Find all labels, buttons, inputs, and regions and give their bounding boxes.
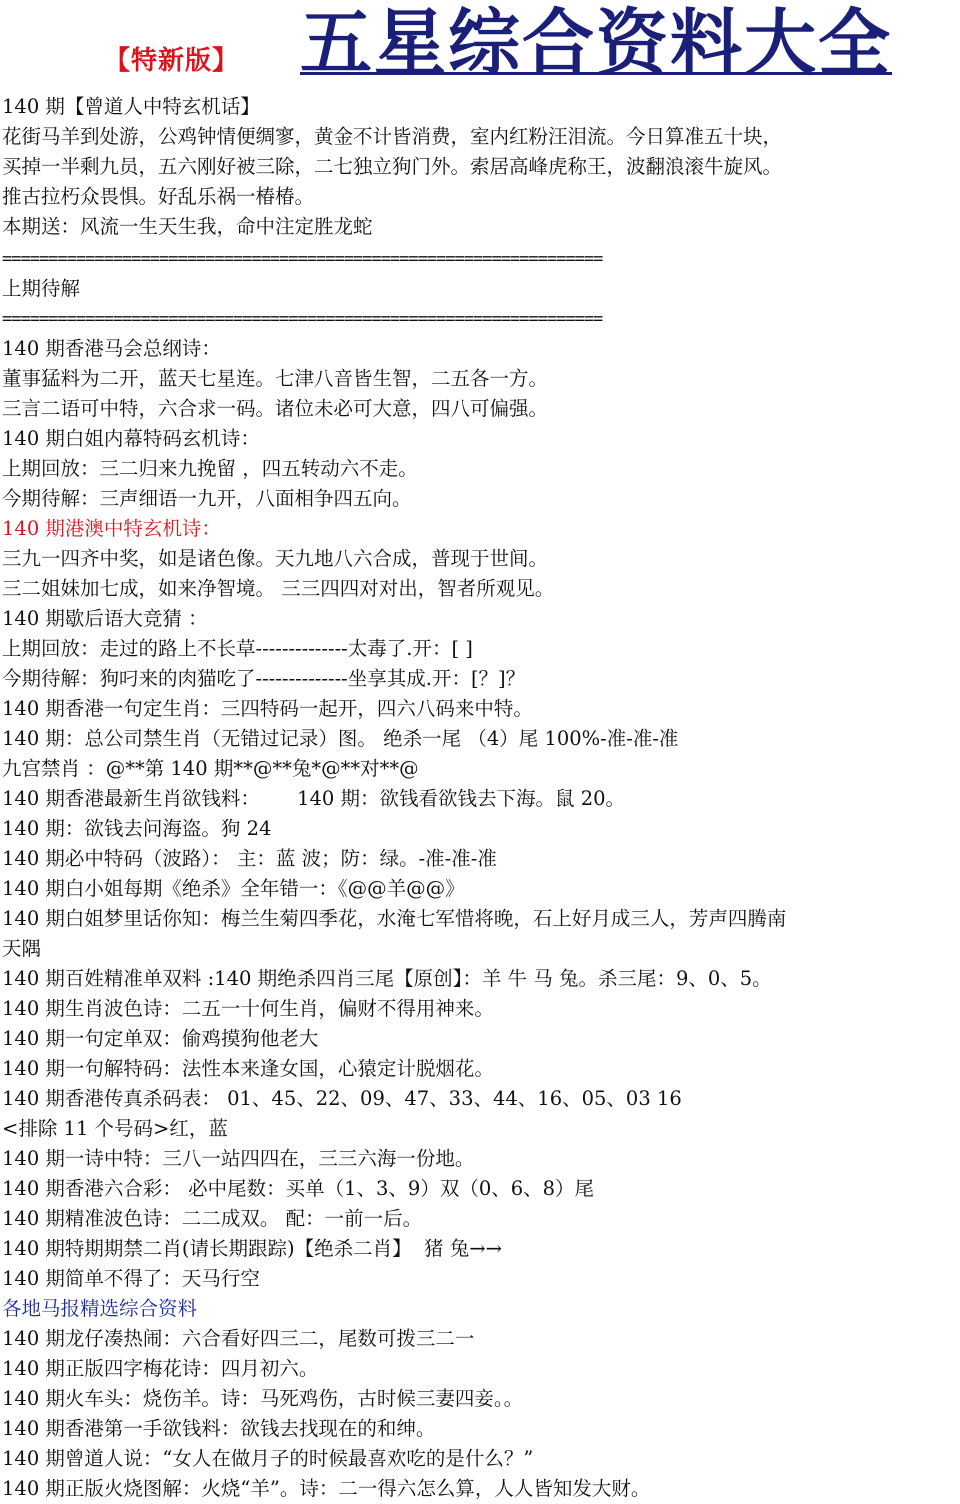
text-line: 三九一四齐中奖，如是诸色像。天九地八六合成，普现于世间。 [2,547,549,570]
text-line: 今期待解：三声细语一九开，八面相争四五向。 [2,487,412,510]
text-line: 140 期：欲钱去问海盗。狗 24 [2,817,272,840]
text-line: 天隅 [2,937,42,960]
text-line: 140 期白姐内幕特码玄机诗： [2,427,260,450]
header [0,0,960,92]
text-line: 140 期香港第一手欲钱料：欲钱去找现在的和绅。 [2,1417,436,1440]
text-line: 140 期一句定单双：偷鸡摸狗他老大 [2,1027,319,1050]
text-line: 上期回放：三二归来九挽留 ，四五转动六不走。 [2,457,418,480]
text-line: 各地马报精选综合资料 [2,1297,198,1320]
text-line: 140 期正版火烧图解：火烧“羊”。诗：二一得六怎么算，人人皆知发大财。 [2,1477,651,1500]
text-line: 三二姐妹加七成，如来净智境。 三三四四对对出，智者所观见。 [2,577,555,600]
text-line: 140 期正版四字梅花诗：四月初六。 [2,1357,319,1380]
text-line: 今期待解：狗叼来的肉猫吃了--------------坐享其成.开：[？]？ [2,667,526,690]
text-line: 花街马羊到处游，公鸡钟情便绸寥，黄金不计皆消费，室内红粉汪泪流。今日算准五十块， [2,125,783,148]
text-line: 董事猛料为二开，蓝天七星连。七津八音皆生智，二五各一方。 [2,367,549,390]
text-line: 140 期香港最新生肖欲钱料： 140 期：欲钱看欲钱去下海。鼠 20。 [2,787,626,810]
text-line: <排除 11 个号码>红，蓝 [2,1117,228,1140]
text-line: 140 期必中特码（波路）： 主：蓝 波；防：绿。-准-准-准 [2,847,497,870]
text-line: 140 期龙仔凑热闹：六合看好四三二，尾数可拨三二一 [2,1327,475,1350]
separator-line: ================================================================= [2,309,603,329]
text-line: 140 期简单不得了：天马行空 [2,1267,260,1290]
text-line: 140 期生肖波色诗：二五一十何生肖，偏财不得用神来。 [2,997,494,1020]
text-line: 140 期特期期禁二肖(请长期跟踪)【绝杀二肖】 猪 兔→→ [2,1237,502,1260]
text-line: 140 期曾道人说：“女人在做月子的时候最喜欢吃的是什么？” [2,1447,534,1470]
separator-line: ================================================================= [2,249,603,269]
text-line: 三言二语可中特，六合求一码。诸位未必可大意，四八可偏强。 [2,397,549,420]
text-line: 140 期：总公司禁生肖（无错过记录）图。 绝杀一尾 （4）尾 100%-准-准-准 [2,727,679,750]
text-line: 本期送：风流一生天生我，命中注定胜龙蛇 [2,215,373,238]
text-line: 140 期【曾道人中特玄机话】 [2,95,260,118]
text-line: 九宫禁肖 ：@**第 140 期**@**兔*@**对**@ [2,757,419,780]
text-line: 140 期香港六合彩： 必中尾数：买单（1、3、9）双（0、6、8）尾 [2,1177,595,1200]
text-line: 140 期香港马会总纲诗： [2,337,221,360]
text-line: 140 期白小姐每期《绝杀》全年错一：《@@羊@@》 [2,877,465,900]
text-line: 140 期一句解特码：法性本来逢女国，心猿定计脱烟花。 [2,1057,494,1080]
text-line: 140 期香港传真杀码表： 01、45、22、09、47、33、44、16、05、03 16 [2,1087,682,1110]
text-line: 推古拉朽众畏惧。好乱乐祸一椿椿。 [2,185,315,208]
text-line: 上期回放：走过的路上不长草--------------太毒了.开：[ ] [2,637,473,660]
text-line: 140 期精准波色诗：二二成双。 配：一前一后。 [2,1207,423,1230]
text-line: 140 期一诗中特：三八一站四四在，三三六海一份地。 [2,1147,475,1170]
text-line: 140 期火车头：烧伤羊。诗：马死鸡伤，古时候三妻四妾。。 [2,1387,524,1410]
page-title: 五星综合资料大全 [300,0,893,85]
text-line: 140 期白姐梦里话你知：梅兰生菊四季花，水淹七军惜将晚，石上好月成三人，芳声四腾南 [2,907,787,930]
text-line: 140 期百姓精准单双料 :140 期绝杀四肖三尾【原创】：羊 牛 马 兔。杀三尾：9、0、5。 [2,967,772,990]
edition-badge: 【特新版】 [104,46,240,76]
text-line: 买掉一半剩九员，五六刚好被三除，二七独立狗门外。索居高峰虎称王，波翻浪滚牛旋风。 [2,155,783,178]
text-line: 140 期港澳中特玄机诗： [2,517,221,540]
text-line: 140 期歇后语大竞猜 ： [2,607,208,630]
text-line: 140 期香港一句定生肖：三四特码一起开，四六八码来中特。 [2,697,533,720]
text-line: 上期待解 [2,277,81,300]
